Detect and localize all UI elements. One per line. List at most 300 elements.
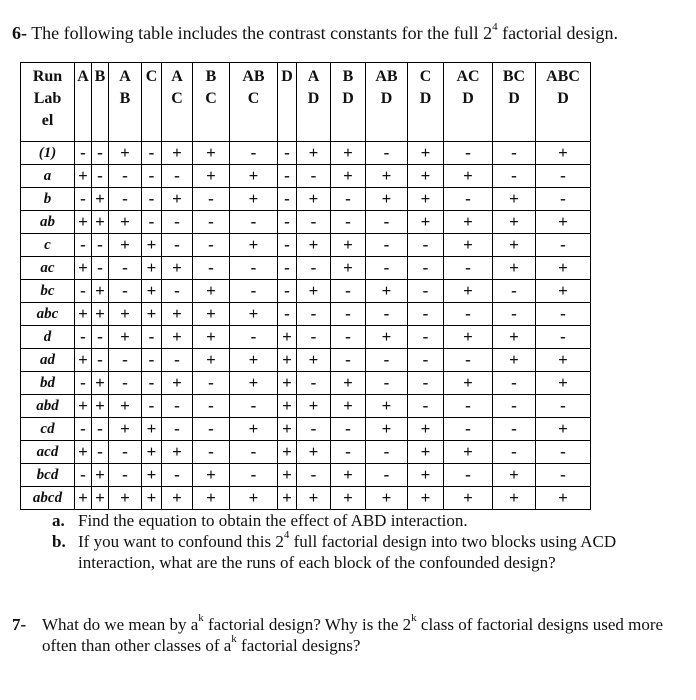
contrast-sign: - <box>444 349 493 372</box>
exponent: k <box>198 612 204 625</box>
header-text: D <box>281 68 293 85</box>
contrast-sign: - <box>297 211 331 234</box>
contrast-sign: + <box>493 464 536 487</box>
contrast-sign: - <box>331 418 366 441</box>
contrast-sign: + <box>75 487 92 510</box>
contrast-sign: - <box>536 188 591 211</box>
contrast-sign: + <box>278 441 297 464</box>
contrast-sign: - <box>493 142 536 165</box>
header-bcd <box>493 63 536 142</box>
header-text: B <box>119 90 131 107</box>
header-text: B <box>205 68 217 85</box>
run-label: acd <box>21 441 75 464</box>
header-text: D <box>557 90 569 107</box>
header-run-label <box>21 63 75 142</box>
contrast-sign: - <box>75 280 92 303</box>
contrast-sign: - <box>408 280 444 303</box>
contrast-sign: + <box>444 165 493 188</box>
contrast-sign: - <box>493 418 536 441</box>
contrast-sign: + <box>142 303 162 326</box>
part-label: a. <box>52 511 65 530</box>
question-7-number: 7- <box>12 615 27 634</box>
contrast-sign: + <box>444 487 493 510</box>
contrast-sign: + <box>408 165 444 188</box>
contrast-sign: + <box>193 142 230 165</box>
contrast-sign: + <box>366 280 408 303</box>
text-segment: If you want to confound this 2 <box>78 532 284 551</box>
contrast-sign: + <box>444 441 493 464</box>
contrast-sign: - <box>75 142 92 165</box>
contrast-sign: - <box>193 441 230 464</box>
header-ac <box>162 63 193 142</box>
contrast-sign: + <box>162 303 193 326</box>
header-text: C <box>171 90 183 107</box>
header-ad <box>297 63 331 142</box>
question-6-number: 6- <box>12 23 27 43</box>
contrast-sign: - <box>75 464 92 487</box>
contrast-sign: + <box>109 326 142 349</box>
contrast-sign: + <box>331 142 366 165</box>
header-text: D <box>307 90 320 107</box>
contrast-sign: + <box>536 257 591 280</box>
header-a <box>75 63 92 142</box>
contrast-sign: - <box>142 349 162 372</box>
contrast-sign: + <box>297 487 331 510</box>
contrast-sign: + <box>278 464 297 487</box>
contrast-sign: - <box>366 441 408 464</box>
run-label: bcd <box>21 464 75 487</box>
table-row <box>21 280 591 303</box>
contrast-sign: - <box>230 441 278 464</box>
contrast-sign: + <box>162 326 193 349</box>
contrast-sign: - <box>297 257 331 280</box>
exponent: 4 <box>283 529 290 542</box>
table-row <box>21 464 591 487</box>
contrast-sign: - <box>366 211 408 234</box>
contrast-sign: - <box>331 303 366 326</box>
contrast-sign: - <box>92 349 109 372</box>
question-6-text-after: factorial design. <box>497 23 619 43</box>
contrast-sign: + <box>278 418 297 441</box>
contrast-sign: + <box>109 395 142 418</box>
contrast-sign: + <box>278 349 297 372</box>
contrast-sign: - <box>297 326 331 349</box>
contrast-sign: - <box>366 372 408 395</box>
contrast-sign: + <box>92 303 109 326</box>
contrast-sign: - <box>536 165 591 188</box>
contrast-sign: + <box>230 372 278 395</box>
table-row <box>21 211 591 234</box>
header-bc <box>193 63 230 142</box>
contrast-sign: - <box>331 188 366 211</box>
header-abcd <box>536 63 591 142</box>
header-text: BC <box>502 68 526 85</box>
contrast-sign: - <box>92 234 109 257</box>
run-label: abc <box>21 303 75 326</box>
run-label: a <box>21 165 75 188</box>
question-6 <box>12 22 682 44</box>
header-text: C <box>205 90 217 107</box>
table-row <box>21 257 591 280</box>
contrast-sign: - <box>75 326 92 349</box>
contrast-sign: + <box>278 326 297 349</box>
contrast-sign: + <box>92 188 109 211</box>
header-text: D <box>380 90 393 107</box>
run-label: ab <box>21 211 75 234</box>
header-c <box>142 63 162 142</box>
contrast-sign: + <box>193 326 230 349</box>
header-text: el <box>41 112 54 129</box>
contrast-sign: - <box>162 349 193 372</box>
contrast-sign: - <box>75 234 92 257</box>
contrast-sign: - <box>444 395 493 418</box>
contrast-sign: + <box>193 349 230 372</box>
contrast-sign: + <box>331 372 366 395</box>
contrast-sign: + <box>278 395 297 418</box>
contrast-sign: + <box>193 280 230 303</box>
contrast-sign: - <box>536 464 591 487</box>
contrast-sign: + <box>536 418 591 441</box>
contrast-sign: - <box>444 142 493 165</box>
contrast-sign: - <box>297 464 331 487</box>
contrast-sign: - <box>193 211 230 234</box>
contrast-sign: + <box>75 395 92 418</box>
run-label: c <box>21 234 75 257</box>
contrast-sign: + <box>444 234 493 257</box>
contrast-sign: + <box>230 349 278 372</box>
contrast-sign: + <box>162 142 193 165</box>
contrast-sign: - <box>193 372 230 395</box>
header-text: C <box>145 68 158 85</box>
contrast-sign: - <box>408 257 444 280</box>
contrast-sign: - <box>162 464 193 487</box>
contrast-sign: - <box>366 257 408 280</box>
contrast-sign: + <box>230 303 278 326</box>
contrast-sign: + <box>109 303 142 326</box>
header-text: ABC <box>546 68 580 85</box>
contrast-sign: + <box>142 280 162 303</box>
contrast-sign: + <box>297 395 331 418</box>
header-b <box>92 63 109 142</box>
header-cd <box>408 63 444 142</box>
contrast-sign: - <box>193 188 230 211</box>
contrast-sign: + <box>142 487 162 510</box>
header-text: AB <box>242 68 265 85</box>
contrast-sign: + <box>408 464 444 487</box>
contrast-sign: + <box>109 234 142 257</box>
contrast-sign: + <box>408 211 444 234</box>
contrast-sign: - <box>366 464 408 487</box>
contrast-sign: - <box>109 257 142 280</box>
table-row <box>21 418 591 441</box>
contrast-sign: + <box>493 188 536 211</box>
contrast-sign: - <box>331 211 366 234</box>
contrast-sign: + <box>493 487 536 510</box>
table-row <box>21 441 591 464</box>
contrast-sign: - <box>536 326 591 349</box>
contrast-sign: - <box>75 372 92 395</box>
contrast-sign: - <box>536 303 591 326</box>
contrast-sign: - <box>109 372 142 395</box>
contrast-sign: + <box>444 211 493 234</box>
contrast-sign: - <box>109 349 142 372</box>
question-6-text-before: The following table includes the contrast constants for the full 2 <box>31 23 493 43</box>
contrast-sign: - <box>331 326 366 349</box>
contrast-sign: - <box>278 234 297 257</box>
contrast-sign: - <box>278 303 297 326</box>
header-bd <box>331 63 366 142</box>
header-text: A <box>119 68 131 85</box>
question-part <box>52 531 682 573</box>
contrast-sign: + <box>75 165 92 188</box>
contrast-sign: - <box>75 188 92 211</box>
header-text: AC <box>456 68 480 85</box>
header-abc <box>230 63 278 142</box>
text-segment: factorial designs? <box>236 636 361 655</box>
contrast-sign: - <box>444 418 493 441</box>
text-segment: factorial design? Why is the 2 <box>203 615 412 634</box>
contrast-sign: - <box>408 303 444 326</box>
contrast-sign: + <box>75 211 92 234</box>
contrast-sign: + <box>278 487 297 510</box>
contrast-sign: - <box>366 349 408 372</box>
contrast-sign: - <box>297 303 331 326</box>
contrast-sign: + <box>493 257 536 280</box>
contrast-sign: + <box>536 487 591 510</box>
contrast-sign: - <box>230 464 278 487</box>
contrast-sign: + <box>92 372 109 395</box>
contrast-sign: + <box>193 464 230 487</box>
text-segment: Find the equation to obtain the effect of ABD interaction. <box>78 511 468 530</box>
contrast-sign: + <box>193 165 230 188</box>
contrast-sign: + <box>92 464 109 487</box>
header-text: Run <box>32 68 63 85</box>
contrast-sign: + <box>193 303 230 326</box>
contrast-sign: + <box>297 188 331 211</box>
contrast-sign: + <box>366 165 408 188</box>
contrast-sign: + <box>297 441 331 464</box>
header-abd <box>366 63 408 142</box>
contrast-sign: - <box>366 303 408 326</box>
contrast-sign: - <box>142 326 162 349</box>
contrast-sign: + <box>92 211 109 234</box>
contrast-sign: - <box>162 280 193 303</box>
contrast-sign: - <box>142 372 162 395</box>
header-text: A <box>171 68 183 85</box>
question-part <box>52 510 682 531</box>
contrast-sign: + <box>366 326 408 349</box>
contrast-sign: - <box>444 188 493 211</box>
contrast-sign: - <box>230 280 278 303</box>
contrast-sign: + <box>331 257 366 280</box>
contrast-sign: - <box>366 234 408 257</box>
contrast-sign: - <box>331 441 366 464</box>
contrast-sign: - <box>92 142 109 165</box>
contrast-sign: + <box>331 395 366 418</box>
contrast-sign: - <box>536 441 591 464</box>
contrast-sign: + <box>109 418 142 441</box>
contrast-sign: + <box>297 234 331 257</box>
contrast-sign: - <box>142 142 162 165</box>
header-text: B <box>342 68 354 85</box>
table-row <box>21 303 591 326</box>
contrast-sign: - <box>75 418 92 441</box>
contrast-sign: + <box>493 211 536 234</box>
contrast-sign: + <box>142 418 162 441</box>
contrast-sign: + <box>92 280 109 303</box>
contrast-sign: - <box>493 395 536 418</box>
header-text: D <box>462 90 474 107</box>
contrast-sign: - <box>408 234 444 257</box>
contrast-sign: + <box>162 188 193 211</box>
contrast-sign: + <box>162 257 193 280</box>
contrast-sign: + <box>297 142 331 165</box>
contrast-sign: - <box>193 395 230 418</box>
table-row <box>21 395 591 418</box>
contrast-sign: - <box>408 326 444 349</box>
contrast-sign: - <box>493 372 536 395</box>
contrast-sign: + <box>230 165 278 188</box>
contrast-sign: - <box>193 234 230 257</box>
contrast-constants-table <box>20 62 591 510</box>
contrast-sign: + <box>297 280 331 303</box>
table-row <box>21 487 591 510</box>
contrast-sign: + <box>230 188 278 211</box>
contrast-sign: - <box>142 395 162 418</box>
table-row <box>21 372 591 395</box>
contrast-sign: + <box>193 487 230 510</box>
header-text: AB <box>375 68 398 85</box>
contrast-sign: + <box>536 211 591 234</box>
contrast-sign: + <box>331 464 366 487</box>
header-d <box>278 63 297 142</box>
contrast-sign: - <box>92 257 109 280</box>
contrast-sign: + <box>444 326 493 349</box>
contrast-sign: + <box>408 441 444 464</box>
contrast-sign: + <box>366 487 408 510</box>
contrast-sign: - <box>331 280 366 303</box>
contrast-sign: + <box>75 257 92 280</box>
contrast-sign: - <box>536 395 591 418</box>
contrast-sign: + <box>162 372 193 395</box>
contrast-sign: + <box>142 257 162 280</box>
contrast-sign: + <box>366 395 408 418</box>
run-label: ac <box>21 257 75 280</box>
contrast-sign: + <box>109 142 142 165</box>
contrast-sign: - <box>408 372 444 395</box>
contrast-sign: + <box>366 188 408 211</box>
contrast-sign: - <box>493 280 536 303</box>
contrast-sign: - <box>278 280 297 303</box>
table-row <box>21 234 591 257</box>
contrast-sign: + <box>92 395 109 418</box>
contrast-sign: - <box>278 257 297 280</box>
contrast-sign: - <box>162 165 193 188</box>
contrast-sign: - <box>142 211 162 234</box>
header-text: Lab <box>33 90 62 107</box>
contrast-sign: - <box>278 211 297 234</box>
contrast-sign: + <box>536 142 591 165</box>
contrast-sign: + <box>408 418 444 441</box>
header-acd <box>444 63 493 142</box>
contrast-sign: + <box>109 211 142 234</box>
contrast-sign: - <box>142 165 162 188</box>
contrast-sign: - <box>444 464 493 487</box>
contrast-sign: + <box>536 349 591 372</box>
contrast-sign: - <box>408 349 444 372</box>
header-text: C <box>419 68 432 85</box>
table-row <box>21 165 591 188</box>
contrast-sign: - <box>297 165 331 188</box>
exponent: k <box>411 612 417 625</box>
contrast-sign: - <box>297 418 331 441</box>
run-label: abcd <box>21 487 75 510</box>
text-segment: class of factorial designs used more often than other classes of a <box>42 615 664 655</box>
header-text: A <box>307 68 320 85</box>
header-text: D <box>342 90 354 107</box>
contrast-sign: - <box>109 464 142 487</box>
contrast-sign: + <box>408 142 444 165</box>
contrast-sign: + <box>444 280 493 303</box>
question-6-parts <box>52 510 682 573</box>
contrast-sign: - <box>230 257 278 280</box>
contrast-sign: + <box>142 441 162 464</box>
contrast-sign: + <box>366 418 408 441</box>
contrast-sign: + <box>142 464 162 487</box>
contrast-sign: + <box>331 487 366 510</box>
text-segment: full factorial design into two blocks using ACD interaction, what are the runs of each block of the confounded design? <box>78 532 617 572</box>
run-label: (1) <box>21 142 75 165</box>
contrast-sign: + <box>75 303 92 326</box>
contrast-sign: + <box>408 487 444 510</box>
contrast-sign: - <box>230 326 278 349</box>
contrast-sign: - <box>92 165 109 188</box>
contrast-sign: + <box>536 372 591 395</box>
contrast-sign: + <box>92 487 109 510</box>
contrast-sign: + <box>408 188 444 211</box>
contrast-sign: - <box>297 372 331 395</box>
question-6-text <box>31 23 618 43</box>
contrast-sign: - <box>408 395 444 418</box>
header-text: A <box>77 68 89 85</box>
header-ab <box>109 63 142 142</box>
run-label: bc <box>21 280 75 303</box>
contrast-sign: - <box>109 280 142 303</box>
contrast-sign: - <box>162 418 193 441</box>
contrast-sign: - <box>493 303 536 326</box>
run-label: b <box>21 188 75 211</box>
contrast-sign: - <box>278 165 297 188</box>
contrast-sign: + <box>75 349 92 372</box>
contrast-sign: - <box>92 441 109 464</box>
contrast-sign: - <box>92 418 109 441</box>
contrast-sign: - <box>109 188 142 211</box>
contrast-sign: - <box>536 234 591 257</box>
contrast-sign: - <box>366 142 408 165</box>
contrast-sign: - <box>444 303 493 326</box>
text-segment: What do we mean by a <box>42 615 199 634</box>
header-text: C <box>247 90 260 107</box>
table-header-row <box>21 63 591 142</box>
contrast-sign: - <box>109 441 142 464</box>
run-label: d <box>21 326 75 349</box>
contrast-sign: + <box>297 349 331 372</box>
contrast-sign: + <box>162 487 193 510</box>
header-text: D <box>508 90 520 107</box>
contrast-sign: - <box>142 188 162 211</box>
contrast-sign: + <box>75 441 92 464</box>
contrast-sign: + <box>536 280 591 303</box>
